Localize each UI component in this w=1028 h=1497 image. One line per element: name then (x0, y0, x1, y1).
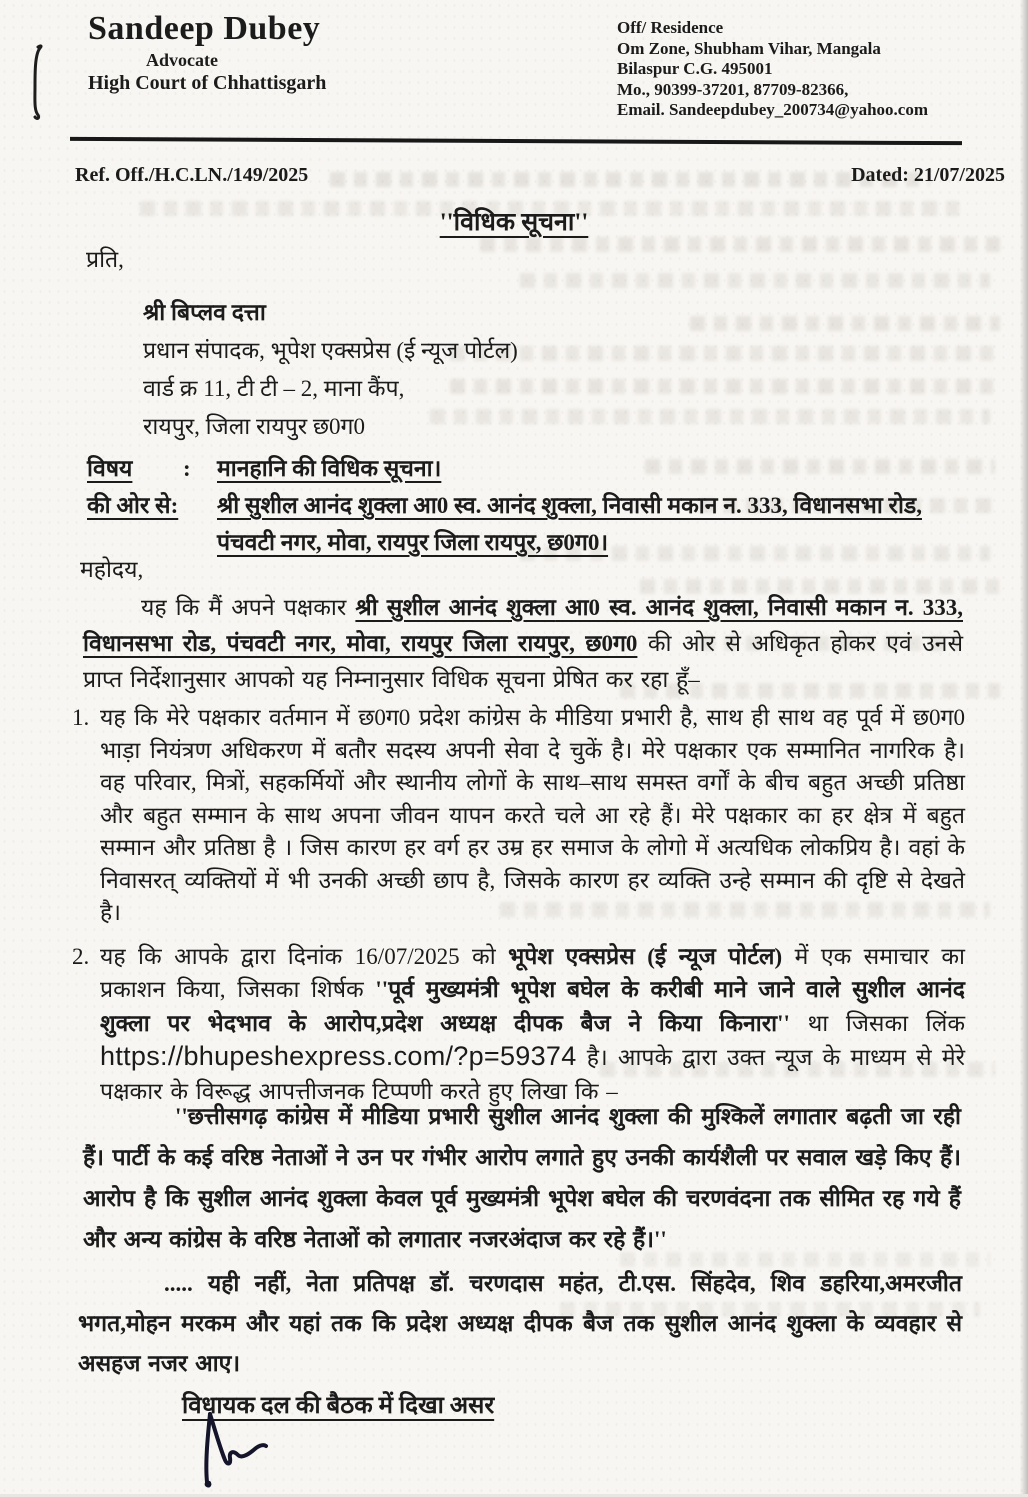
pen-mark (24, 42, 50, 129)
point-2-number: 2. (72, 943, 90, 969)
recipient-name: श्री बिप्लव दत्ता (143, 300, 266, 325)
recipient-line: रायपुर, जिला रायपुर छ0ग0 (143, 414, 365, 439)
notice-title: ''विधिक सूचना'' (439, 209, 589, 236)
subject-row (87, 450, 967, 487)
to-label: प्रति, (86, 247, 124, 272)
bleed-through-noise (520, 273, 990, 288)
point-1-number: 1. (72, 705, 90, 730)
reference-row (75, 164, 1005, 187)
quoted-article-excerpt: ''छत्तीसगढ़ कांग्रेस में मीडिया प्रभारी सुशील आनंद शुक्ला की मुश्किलें लगातार बढ़ती जा रही हैं। पार्टी के कई वरिष्ठ नेताओं ने उन पर गंभीर आरोप लगाते हुए उनकी कार्यशैली पर सवाल खड़े किए हैं। आरोप है कि सुशील आनंद शुक्ला केवल पूर्व मुख्यमंत्री भूपेश बघेल की चरणवंदना तक सीमित रह गये हैं और अन्य कांग्रेस के वरिष्ठ नेताओं को लगातार नजरअंदाज कर रहे हैं।'' (83, 1104, 961, 1252)
intro-paragraph: यह कि मैं अपने पक्षकार श्री सुशील आनंद शुक्ला आ0 स्व. आनंद शुक्ला, निवासी मकान न. 333, विधानसभा रोड, पंचवटी नगर, मोवा, रायपुर जिला रायपुर, छ0ग0 की ओर से अधिकृत होकर एवं उनसे प्राप्त निर्देशानुसार आपको यह निम्नानुसार विधिक सूचना प्रेषित कर रहा हूँ– (83, 595, 964, 692)
point-1 (72, 702, 965, 930)
scan-edge-shadow (1020, 0, 1028, 1494)
article-subheading: विधायक दल की बैठक में दिखा असर (182, 1393, 495, 1419)
from-text: श्री सुशील आनंद शुक्ला आ0 स्व. आनंद शुक्ला, निवासी मकान न. 333, विधानसभा रोड, पंचवटी नगर, मोवा, रायपुर जिला रायपुर, छ0ग0। (217, 493, 922, 555)
from-label: की ओर से: (87, 493, 179, 518)
signature (150, 1408, 290, 1497)
recipient-line: प्रधान संपादक, भूपेश एक्सप्रेस (ई न्यूज पोर्टल) (143, 338, 518, 363)
subject-text: मानहानि की विधिक सूचना। (217, 456, 442, 481)
advocate-role: Advocate (146, 50, 218, 70)
contact-line: Bilaspur C.G. 495001 (617, 59, 773, 78)
bleed-through-noise (450, 346, 1000, 361)
header-divider-line (70, 137, 962, 145)
subject-colon: : (183, 456, 191, 481)
recipient-address-block (143, 294, 518, 446)
advocate-court: High Court of Chhattisgarh (88, 72, 327, 94)
point-2 (72, 940, 965, 1109)
recipient-line: वार्ड क्र 11, टी टी – 2, माना कैंप, (143, 376, 405, 401)
bleed-through-noise (480, 237, 1000, 252)
bleed-through-noise (450, 379, 995, 394)
subject-block (87, 450, 967, 561)
contact-line: Om Zone, Shubham Vihar, Mangala (617, 38, 881, 58)
contact-line: Mo., 90399-37201, 87709-82366, (617, 79, 849, 99)
contact-line: Off/ Residence (617, 18, 724, 37)
point-1-text: यह कि मेरे पक्षकार वर्तमान में छ0ग0 प्रदेश कांग्रेस के मीडिया प्रभारी है, साथ ही साथ वह पूर्व में छ0ग0 भाड़ा नियंत्रण अधिकरण में बतौर सदस्य अपनी सेवा दे चुकें है। मेरे पक्षकार एक सम्मानित नागरिक है। वह परिवार, मित्रों, सहकर्मियों और स्थानीय लोगों के साथ–साथ समस्त वर्गों के बीच बहुत अच्छी प्रतिष्ठा और बहुत सम्मान के साथ अपना जीवन यापन करते चले आ रहे हैं। मेरे पक्षकार का हर क्षेत्र में बहुत सम्मान और प्रतिष्ठा है । जिस कारण हर वर्ग हर उम्र हर समाज के लोगो में अत्यधिक लोकप्रिय है। वहां के निवासरत् व्यक्तियों में भी उनकी अच्छी छाप है, जिसके कारण हर व्यक्ति उन्हे सम्मान की दृष्टि से देखते है। (100, 705, 965, 925)
continuation-paragraph: ..... यही नहीं, नेता प्रतिपक्ष डॉ. चरणदास महंत, टी.एस. सिंहदेव, शिव डहरिया,अमरजीत भगत,मोहन मरकम और यहां तक कि प्रदेश अध्यक्ष दीपक बैज तक सुशील आनंद शुक्ला के व्यवहार से असहज नजर आए। (78, 1271, 962, 1376)
reference-number: Ref. Off./H.C.LN./149/2025 (75, 164, 309, 186)
bleed-through-noise (690, 316, 1000, 331)
numbered-points (72, 702, 965, 1108)
contact-block (617, 18, 928, 121)
point-2-text: यह कि आपके द्वारा दिनांक 16/07/2025 को भूपेश एक्सप्रेस (ई न्यूज पोर्टल) में एक समाचार का प्रकाशन किया, जिसका शिर्षक ''पूर्व मुख्यमंत्री भूपेश बघेल के करीबी माने जाने वाले सुशील आनंद शुक्ला पर भेदभाव के आरोप,प्रदेश अध्यक्ष दीपक बैज ने किया किनारा'' था जिसका लिंक https://bhupeshexpress.com/?p=59374 है। आपके द्वारा उक्त न्यूज के माध्यम से मेरे पक्षकार के विरूद्ध आपत्तीजनक टिप्पणी करते हुए लिखा कि – (100, 943, 966, 1104)
subject-label: विषय (87, 456, 133, 481)
notice-date: Dated: 21/07/2025 (851, 164, 1005, 186)
advocate-name: Sandeep Dubey (88, 10, 321, 47)
from-row (87, 487, 967, 561)
contact-line: Email. Sandeepdubey_200734@yahoo.com (617, 100, 928, 119)
salutation: महोदय, (80, 557, 144, 582)
